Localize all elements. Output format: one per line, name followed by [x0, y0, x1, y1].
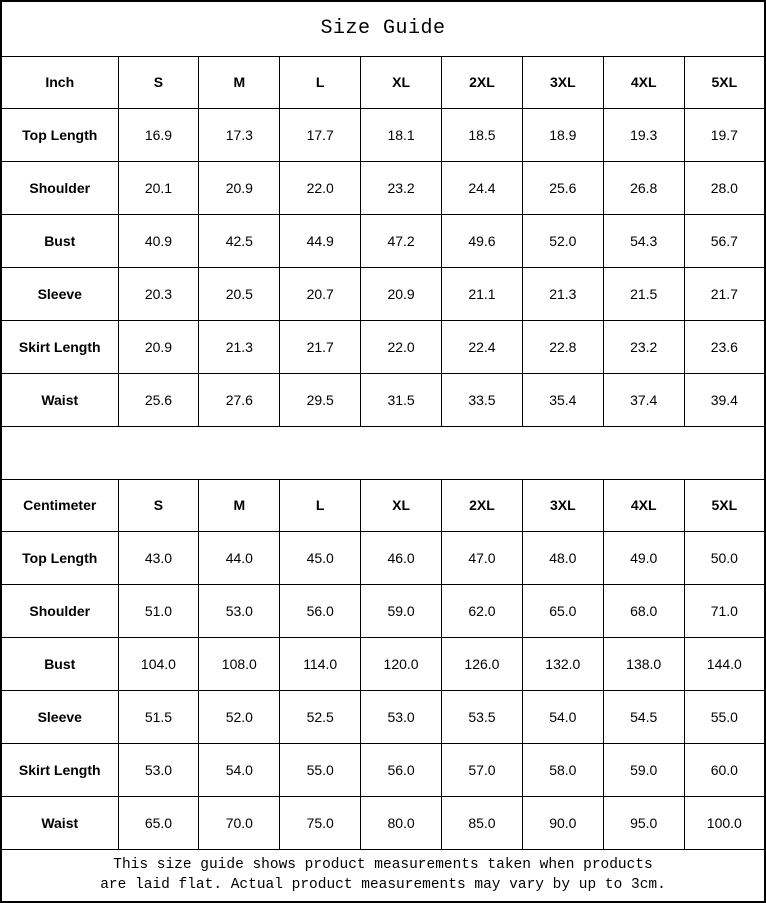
value-cell: 85.0 [442, 796, 523, 849]
value-cell: 126.0 [442, 637, 523, 690]
value-cell: 27.6 [199, 373, 280, 426]
value-cell: 29.5 [280, 373, 361, 426]
row-label-cell: Sleeve [1, 690, 118, 743]
value-cell: 51.5 [118, 690, 199, 743]
size-header-cell: L [280, 56, 361, 108]
value-cell: 44.9 [280, 214, 361, 267]
value-cell: 40.9 [118, 214, 199, 267]
footer-note-line-1: This size guide shows product measurements taken when products [113, 857, 653, 874]
value-cell: 19.3 [603, 108, 684, 161]
measurement-row [1, 690, 765, 743]
spacer-cell [1, 426, 765, 479]
size-header-cell: XL [361, 479, 442, 531]
value-cell: 24.4 [442, 161, 523, 214]
value-cell: 54.5 [603, 690, 684, 743]
value-cell: 20.9 [361, 267, 442, 320]
value-cell: 21.3 [522, 267, 603, 320]
value-cell: 42.5 [199, 214, 280, 267]
value-cell: 33.5 [442, 373, 523, 426]
value-cell: 43.0 [118, 531, 199, 584]
size-header-row [1, 56, 765, 108]
value-cell: 18.1 [361, 108, 442, 161]
value-cell: 80.0 [361, 796, 442, 849]
value-cell: 59.0 [361, 584, 442, 637]
title-row [1, 1, 765, 56]
measurement-row [1, 796, 765, 849]
value-cell: 132.0 [522, 637, 603, 690]
size-header-cell: 2XL [442, 479, 523, 531]
page-title: Size Guide [1, 1, 765, 56]
value-cell: 52.5 [280, 690, 361, 743]
size-header-cell: S [118, 479, 199, 531]
value-cell: 23.6 [684, 320, 765, 373]
measurement-row [1, 320, 765, 373]
value-cell: 23.2 [361, 161, 442, 214]
value-cell: 75.0 [280, 796, 361, 849]
size-header-cell: 4XL [603, 56, 684, 108]
measurement-row [1, 214, 765, 267]
value-cell: 18.9 [522, 108, 603, 161]
value-cell: 70.0 [199, 796, 280, 849]
value-cell: 28.0 [684, 161, 765, 214]
value-cell: 47.0 [442, 531, 523, 584]
value-cell: 21.1 [442, 267, 523, 320]
row-label-cell: Top Length [1, 531, 118, 584]
row-label-cell: Shoulder [1, 584, 118, 637]
value-cell: 55.0 [684, 690, 765, 743]
size-header-cell: 5XL [684, 56, 765, 108]
row-label-cell: Bust [1, 214, 118, 267]
value-cell: 53.0 [118, 743, 199, 796]
value-cell: 16.9 [118, 108, 199, 161]
value-cell: 51.0 [118, 584, 199, 637]
footer-note-line-2: are laid flat. Actual product measurements may vary by up to 3cm. [100, 877, 666, 894]
value-cell: 56.7 [684, 214, 765, 267]
value-cell: 22.4 [442, 320, 523, 373]
value-cell: 23.2 [603, 320, 684, 373]
value-cell: 56.0 [280, 584, 361, 637]
value-cell: 19.7 [684, 108, 765, 161]
value-cell: 35.4 [522, 373, 603, 426]
value-cell: 108.0 [199, 637, 280, 690]
value-cell: 52.0 [522, 214, 603, 267]
value-cell: 48.0 [522, 531, 603, 584]
row-label-cell: Bust [1, 637, 118, 690]
row-label-cell: Skirt Length [1, 743, 118, 796]
measurement-row [1, 531, 765, 584]
value-cell: 71.0 [684, 584, 765, 637]
value-cell: 49.6 [442, 214, 523, 267]
spacer-row [1, 426, 765, 479]
value-cell: 62.0 [442, 584, 523, 637]
size-header-cell: 2XL [442, 56, 523, 108]
value-cell: 56.0 [361, 743, 442, 796]
value-cell: 65.0 [118, 796, 199, 849]
value-cell: 20.5 [199, 267, 280, 320]
value-cell: 53.5 [442, 690, 523, 743]
value-cell: 21.7 [684, 267, 765, 320]
value-cell: 114.0 [280, 637, 361, 690]
measurement-row [1, 584, 765, 637]
value-cell: 54.3 [603, 214, 684, 267]
value-cell: 20.3 [118, 267, 199, 320]
measurement-row [1, 161, 765, 214]
footer-row [1, 849, 765, 902]
value-cell: 49.0 [603, 531, 684, 584]
row-label-cell: Shoulder [1, 161, 118, 214]
value-cell: 120.0 [361, 637, 442, 690]
value-cell: 22.8 [522, 320, 603, 373]
value-cell: 20.1 [118, 161, 199, 214]
value-cell: 44.0 [199, 531, 280, 584]
value-cell: 54.0 [199, 743, 280, 796]
row-label-cell: Top Length [1, 108, 118, 161]
value-cell: 21.3 [199, 320, 280, 373]
size-header-cell: M [199, 479, 280, 531]
measurement-row [1, 743, 765, 796]
value-cell: 25.6 [118, 373, 199, 426]
value-cell: 100.0 [684, 796, 765, 849]
size-header-row [1, 479, 765, 531]
value-cell: 45.0 [280, 531, 361, 584]
value-cell: 22.0 [280, 161, 361, 214]
size-header-cell: 5XL [684, 479, 765, 531]
measurement-row [1, 108, 765, 161]
row-label-cell: Waist [1, 373, 118, 426]
row-label-cell: Sleeve [1, 267, 118, 320]
unit-header-cell: Centimeter [1, 479, 118, 531]
value-cell: 138.0 [603, 637, 684, 690]
value-cell: 50.0 [684, 531, 765, 584]
value-cell: 31.5 [361, 373, 442, 426]
value-cell: 55.0 [280, 743, 361, 796]
value-cell: 58.0 [522, 743, 603, 796]
value-cell: 39.4 [684, 373, 765, 426]
measurement-row [1, 637, 765, 690]
value-cell: 21.7 [280, 320, 361, 373]
value-cell: 46.0 [361, 531, 442, 584]
size-header-cell: 3XL [522, 479, 603, 531]
value-cell: 21.5 [603, 267, 684, 320]
size-header-cell: 3XL [522, 56, 603, 108]
value-cell: 53.0 [361, 690, 442, 743]
value-cell: 25.6 [522, 161, 603, 214]
size-header-cell: 4XL [603, 479, 684, 531]
size-header-cell: S [118, 56, 199, 108]
value-cell: 59.0 [603, 743, 684, 796]
value-cell: 144.0 [684, 637, 765, 690]
value-cell: 47.2 [361, 214, 442, 267]
value-cell: 52.0 [199, 690, 280, 743]
size-header-cell: M [199, 56, 280, 108]
unit-header-cell: Inch [1, 56, 118, 108]
value-cell: 65.0 [522, 584, 603, 637]
value-cell: 26.8 [603, 161, 684, 214]
value-cell: 53.0 [199, 584, 280, 637]
value-cell: 22.0 [361, 320, 442, 373]
value-cell: 18.5 [442, 108, 523, 161]
value-cell: 17.7 [280, 108, 361, 161]
value-cell: 17.3 [199, 108, 280, 161]
value-cell: 20.7 [280, 267, 361, 320]
value-cell: 37.4 [603, 373, 684, 426]
value-cell: 20.9 [199, 161, 280, 214]
measurement-row [1, 373, 765, 426]
size-header-cell: L [280, 479, 361, 531]
measurement-row [1, 267, 765, 320]
value-cell: 90.0 [522, 796, 603, 849]
size-header-cell: XL [361, 56, 442, 108]
footer-note [1, 849, 765, 902]
row-label-cell: Waist [1, 796, 118, 849]
value-cell: 68.0 [603, 584, 684, 637]
row-label-cell: Skirt Length [1, 320, 118, 373]
value-cell: 104.0 [118, 637, 199, 690]
value-cell: 60.0 [684, 743, 765, 796]
value-cell: 54.0 [522, 690, 603, 743]
value-cell: 95.0 [603, 796, 684, 849]
value-cell: 57.0 [442, 743, 523, 796]
value-cell: 20.9 [118, 320, 199, 373]
